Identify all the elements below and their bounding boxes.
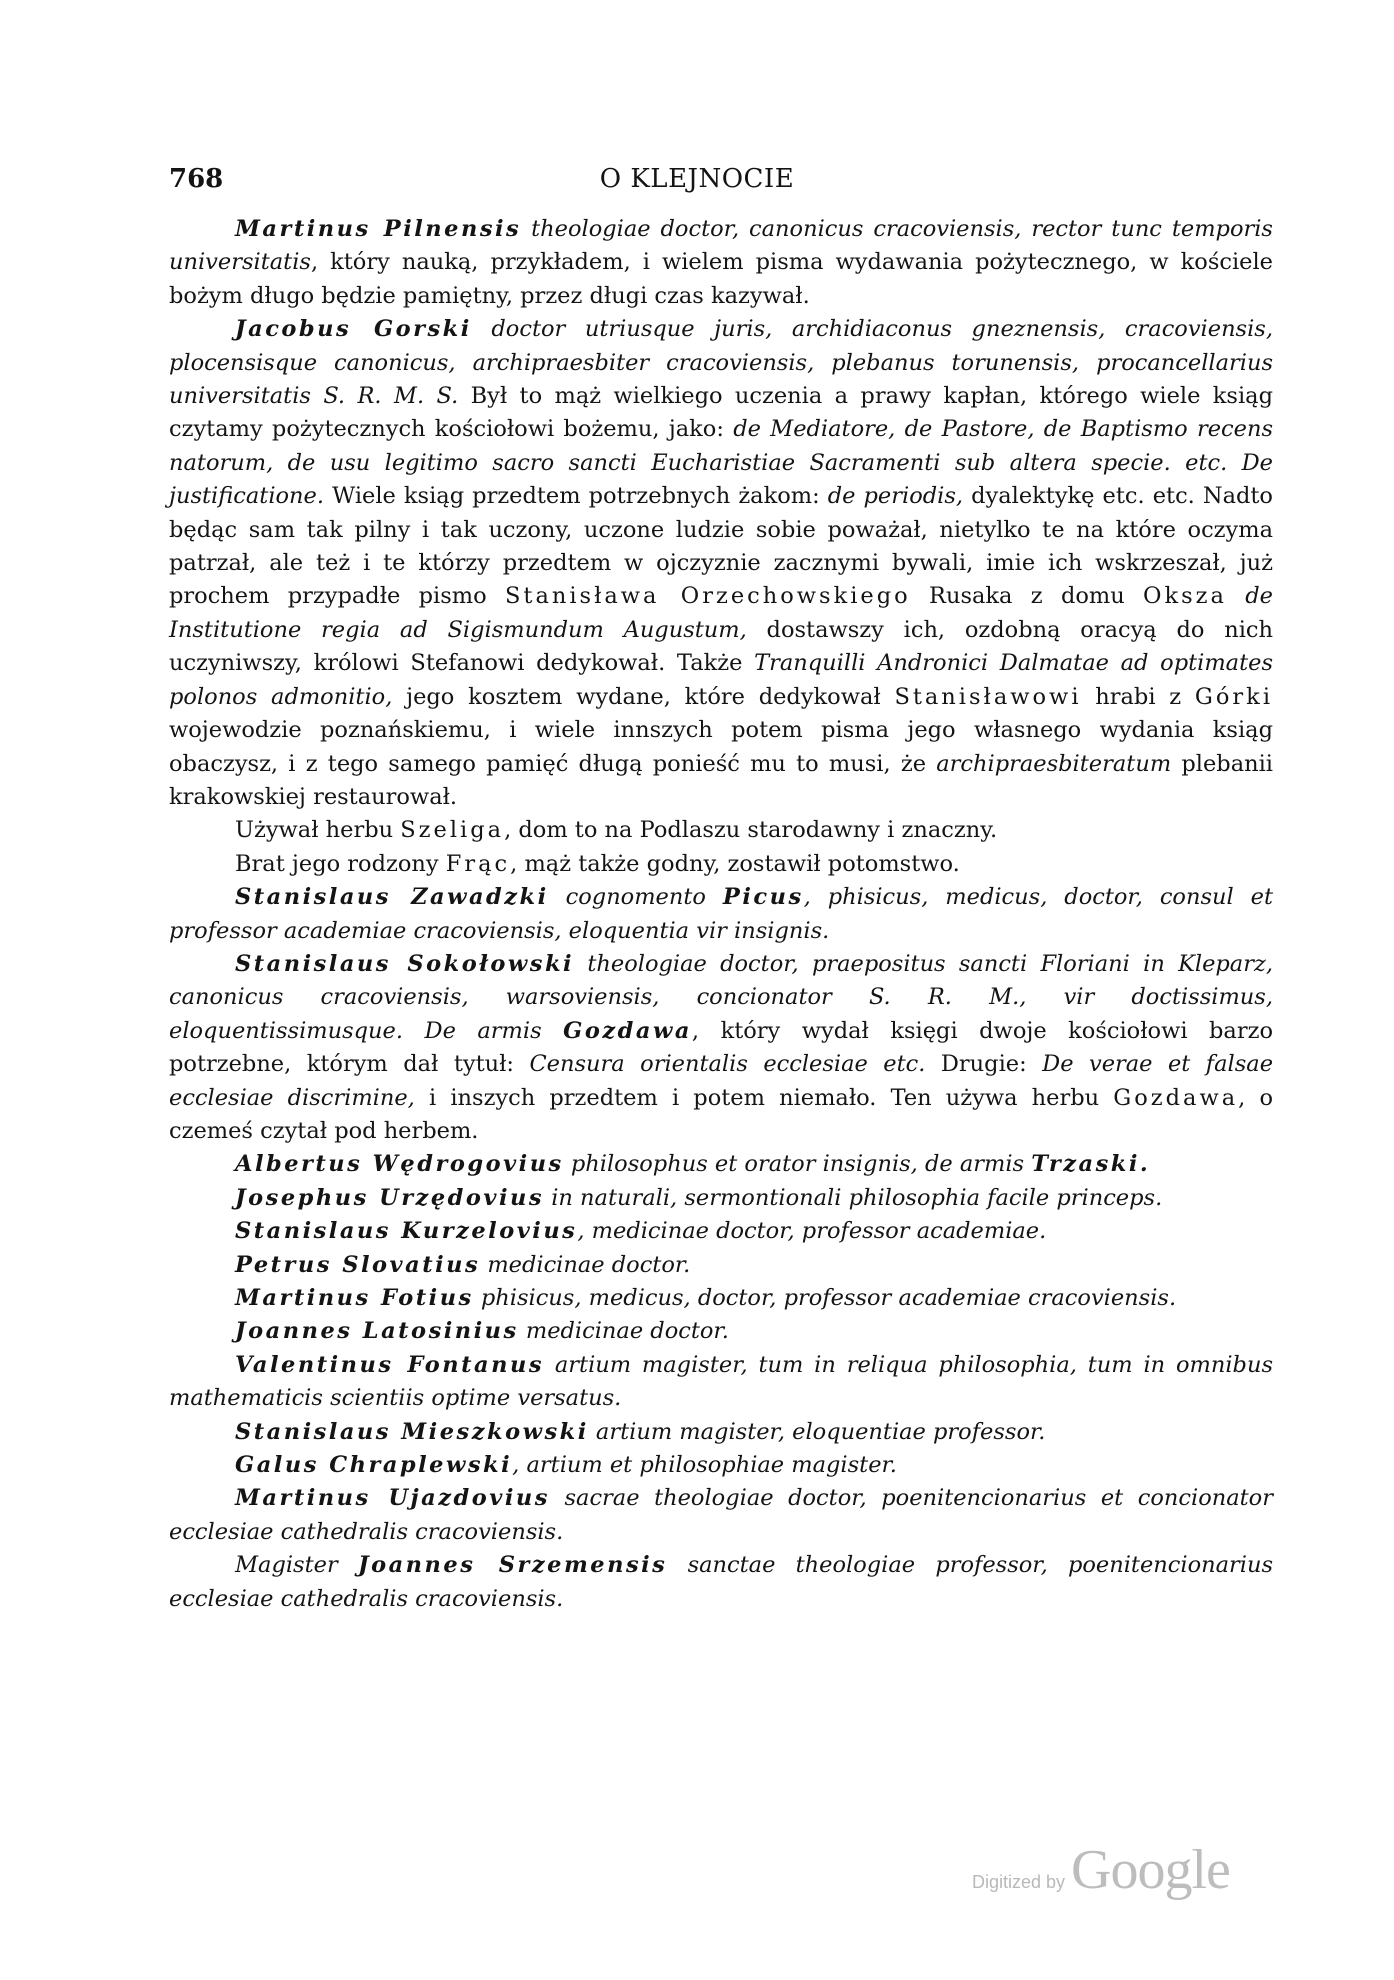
paragraph [169, 814, 1273, 847]
text-run: Drugie: [925, 1051, 1043, 1078]
latin-text: , artium et philosophiae magister. [512, 1452, 897, 1479]
spaced-name: Joannes Latosinius [235, 1318, 519, 1345]
text-run: dyalektykę etc. etc. Nadto będąc sam tak pilny i tak uczony, uczone ludzie sobie poważał, nietylko te na które oczyma patrzał, ale też i te którzy przedtem w ojczyznie zacznymi bywali, imie ich wskrzeszał, już prochem przypadłe pismo [169, 483, 1273, 610]
spaced-polish-name: Stanisława Orzechowskiego [504, 583, 911, 610]
latin-text: Censura orientalis ecclesiae etc. [529, 1051, 926, 1078]
spaced-polish-name: Frąc [445, 850, 511, 877]
latin-text: De verae et falsae ecclesiae discrimine, [169, 1051, 1274, 1111]
latin-text: Tranquilli Andronici Dalmatae ad optimates polonos admonitio, [169, 650, 1273, 710]
paragraph [169, 313, 1273, 814]
text-run [1227, 583, 1245, 609]
paragraph [169, 1416, 1273, 1449]
latin-text: artium magister, eloquentiae professor. [588, 1418, 1046, 1445]
digitized-label: Digitized by [972, 1872, 1066, 1892]
latin-text: medicinae doctor. [518, 1318, 729, 1345]
latin-text: philosophus et orator insignis, de armis [563, 1151, 1025, 1178]
spaced-name: Stanislaus Mieszkowski [235, 1418, 589, 1445]
paragraph [169, 1249, 1273, 1282]
digitized-by-google-watermark [972, 1838, 1230, 1902]
latin-text: phisicus, medicus, doctor, professor academiae cracoviensis. [473, 1285, 1177, 1311]
spaced-polish-name: Gozdawa [1113, 1084, 1239, 1111]
text-run: Brat jego rodzony [235, 850, 446, 877]
text-run: Był to mąż wielkiego uczenia a prawy kapłan, którego wiele ksiąg czytamy pożytecznych kościołowi bożemu, jako: [169, 383, 1273, 443]
latin-text: doctor utriusque juris, archidiaconus gneznensis, cracoviensis, plocensisque canonicus, archipraesbiter cracoviensis, plebanus torunensis, procancellarius universitatis S. R. M. S. [169, 316, 1273, 410]
text-run: jego kosztem wydane, które dedykował [392, 683, 895, 710]
text-run: plebanii krakowskiej restaurował. [169, 750, 1273, 810]
paragraph [169, 1349, 1273, 1416]
text-run [338, 1552, 358, 1578]
text-run: , który nauką, przykładem, i wielem pisma wydawania pożytecznego, w kościele bożym długo będzie pamiętny, przez długi czas kazywał. [169, 249, 1273, 309]
latin-text: de Mediatore, de Pastore, de Baptismo recens natorum, de usu legitimo sacro sancti Eucharistiae Sacramenti sub altera specie. etc. De justificatione. [169, 416, 1273, 510]
latin-text: de periodis, [827, 483, 964, 510]
spaced-polish-name: Górki [1194, 683, 1274, 710]
latin-text: , medicinae doctor, professor academiae. [577, 1218, 1047, 1245]
latin-text: theologiae doctor, canonicus cracoviensis, rector tunc temporis universitatis [169, 216, 1273, 276]
latin-text: artium magister, tum in reliqua philosophia, tum in omnibus mathematicis scientiis optime versatus. [169, 1351, 1273, 1412]
text-run: Używał herbu [235, 817, 401, 844]
latin-text: in naturali, sermontionali philosophia facile princeps. [544, 1184, 1163, 1211]
paragraph [169, 1282, 1273, 1315]
text-run: , o czemeś czytał pod herbem. [169, 1084, 1273, 1144]
spaced-name: Jacobus Gorski [235, 316, 472, 343]
spaced-name: Joannes Srzemensis [357, 1552, 668, 1579]
latin-text: , phisicus, medicus, doctor, consul et professor academiae cracoviensis, eloquentia vir insignis. [169, 884, 1273, 944]
spaced-polish-name: Szeliga [400, 817, 505, 844]
latin-text: archipraesbiteratum [936, 750, 1172, 777]
text-run: wojewodzie poznańskiemu, i wiele innszych potem pisma jego własnego wydania ksiąg obaczysz, i z tego samego pamięć długą ponieść mu to musi, że [169, 717, 1273, 777]
latin-text: Magister [235, 1552, 338, 1579]
spaced-name: Albertus Wędrogovius [235, 1151, 564, 1178]
page-number: 768 [169, 164, 224, 194]
spaced-name: Stanislaus Sokołowski [235, 950, 575, 977]
spaced-name: Stanislaus Kurzelovius [235, 1218, 578, 1245]
text-run [542, 1018, 564, 1044]
text-run: , który wydał księgi dwoje kościołowi barzo potrzebne, którym dał tytuł: [169, 1017, 1274, 1078]
paragraph [169, 1482, 1273, 1549]
latin-text: theologiae doctor, praepositus sancti Floriani in Kleparz, canonicus cracoviensis, warsoviensis, concionator S. R. M., vir doctissimus, eloquentissimusque. De armis [169, 950, 1273, 1044]
paragraph [169, 1549, 1273, 1616]
latin-text: sanctae theologiae professor, poenitencionarius ecclesiae cathedralis cracoviensis. [169, 1552, 1274, 1612]
text-run: Rusaka z domu [910, 583, 1144, 610]
spaced-name: Martinus Pilnensis [235, 216, 522, 242]
paragraph [169, 1315, 1273, 1348]
paragraph [169, 1182, 1273, 1215]
spaced-name: Galus Chraplewski [235, 1452, 513, 1479]
paragraph [169, 1215, 1273, 1248]
latin-text: cognomento [548, 884, 723, 911]
text-run: , mąż także godny, zostawił potomstwo. [510, 850, 960, 877]
spaced-polish-name: Oksza [1143, 583, 1227, 610]
text-run: Wiele ksiąg przedtem potrzebnych żakom: [324, 483, 828, 510]
text-run: hrabi z [1081, 683, 1195, 710]
spaced-name: Martinus Ujazdovius [235, 1485, 550, 1512]
latin-text: de Institutione regia ad Sigismundum Augustum, [169, 583, 1273, 643]
running-title: O KLEJNOCIE [599, 164, 795, 194]
spaced-name: Martinus Fotius [235, 1285, 474, 1311]
google-logo: Google [1071, 1839, 1230, 1901]
spaced-name: Valentinus Fontanus [235, 1351, 545, 1378]
paragraph [169, 948, 1273, 1148]
spaced-name: Picus [722, 884, 804, 911]
text-run: i inszych przedtem i potem niemało. Ten używa herbu [414, 1084, 1114, 1111]
paragraph [169, 848, 1273, 881]
latin-text: sacrae theologiae doctor, poenitencionarius et concionator ecclesiae cathedralis cracoviensis. [169, 1485, 1273, 1545]
latin-text: medicinae doctor. [480, 1251, 691, 1278]
spaced-name: Gozdawa [563, 1017, 692, 1044]
paragraph [169, 1449, 1273, 1482]
text-run: , dom to na Podlaszu starodawny i znaczny. [504, 817, 998, 844]
paragraph [169, 213, 1273, 313]
spaced-name: Stanislaus Zawadzki [235, 884, 549, 911]
text-run: dostawszy ich, ozdobną oracyą do nich uczyniwszy, królowi Stefanowi dedykował. Także [169, 616, 1273, 677]
spaced-name: Trzaski. [1031, 1151, 1151, 1178]
paragraph [169, 1148, 1273, 1181]
spaced-polish-name: Stanisławowi [894, 683, 1082, 710]
body-text [169, 213, 1273, 1616]
paragraph [169, 881, 1273, 948]
spaced-name: Petrus Slovatius [235, 1251, 481, 1278]
spaced-name: Josephus Urzędovius [235, 1184, 545, 1211]
